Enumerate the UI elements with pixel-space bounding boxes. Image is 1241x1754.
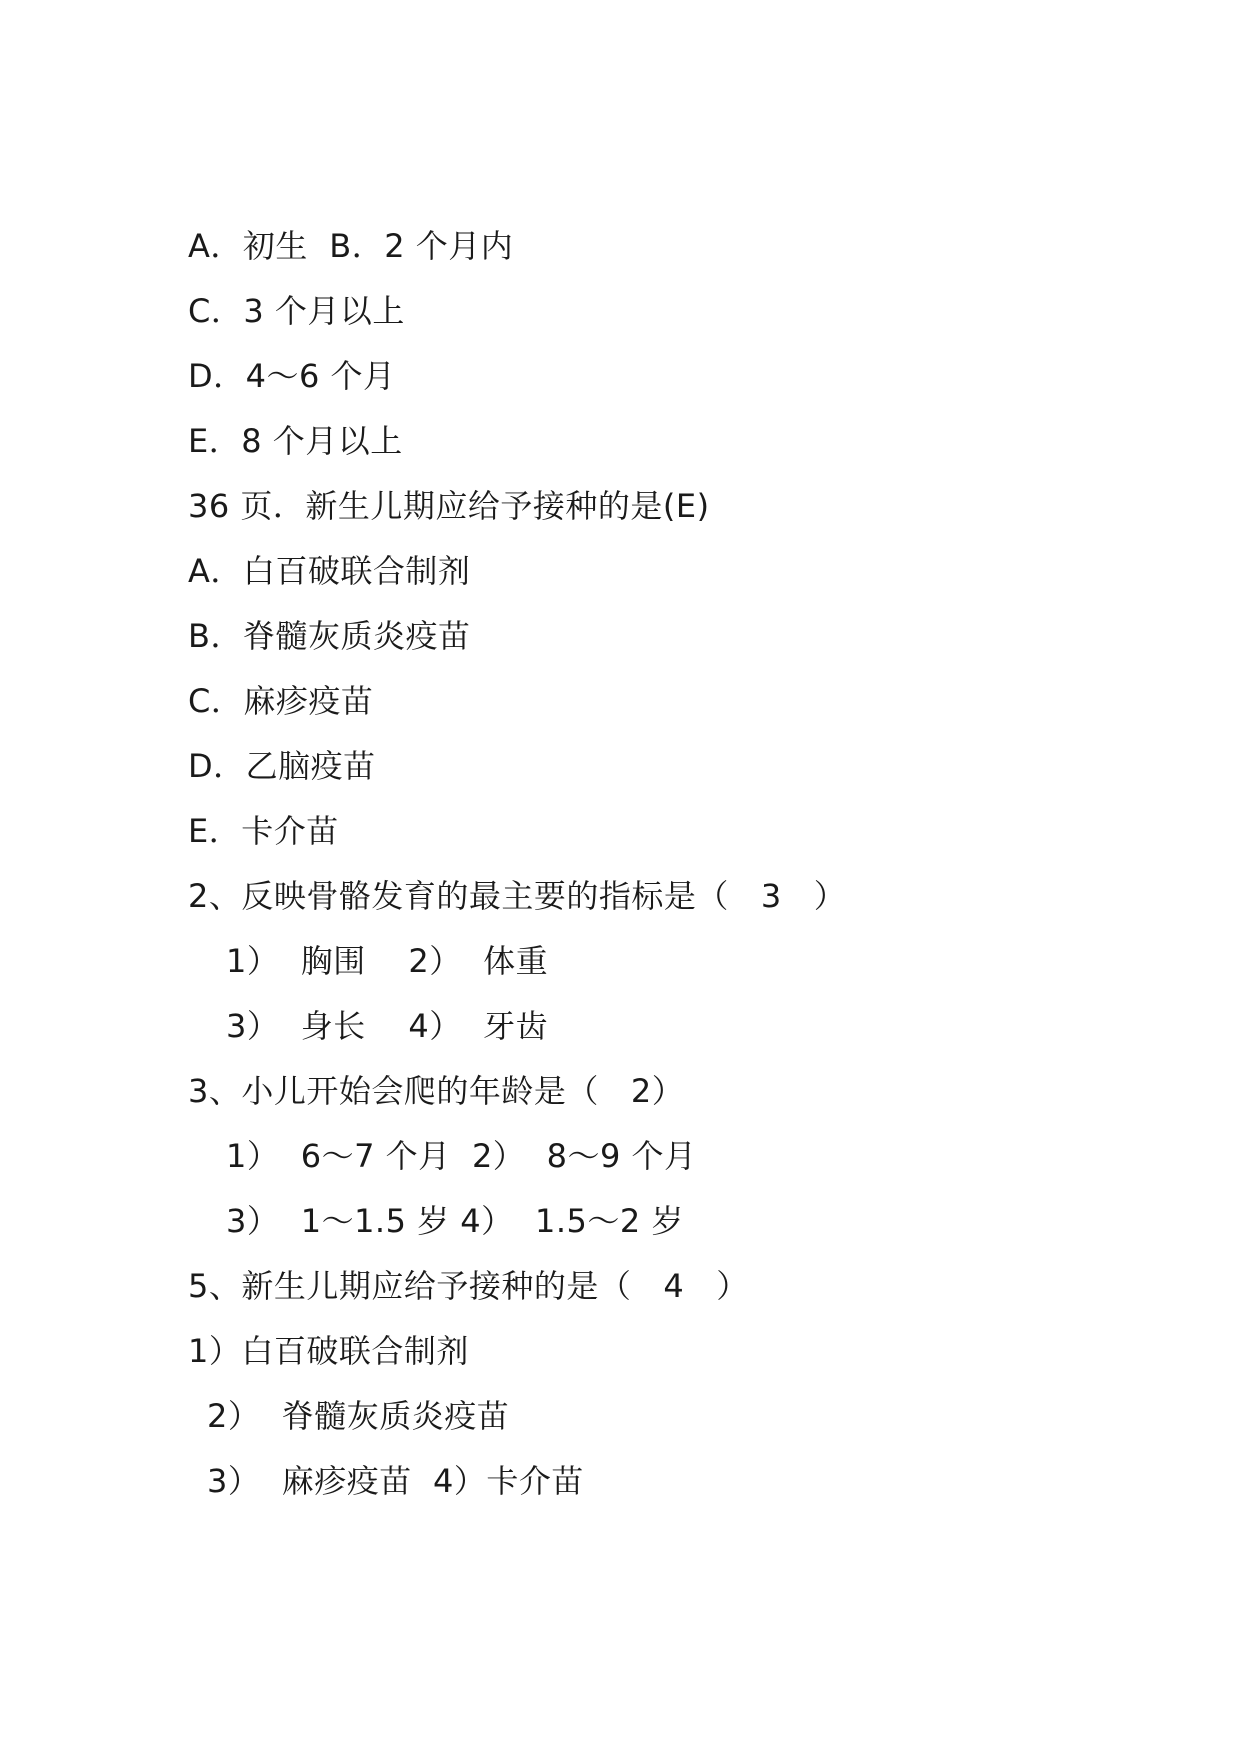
option-a-vaccine: A．白百破联合制剂 bbox=[188, 552, 471, 590]
option-b-vaccine: B．脊髓灰质炎疫苗 bbox=[188, 617, 471, 655]
question-newborn-vaccine: 36 页．新生儿期应给予接种的是(E) bbox=[188, 487, 710, 525]
option-a-age: A．初生 B．2 个月内 bbox=[188, 227, 514, 265]
question-3-options-row-1: 1） 6～7 个月 2） 8～9 个月 bbox=[226, 1137, 697, 1175]
option-d-age: D．4～6 个月 bbox=[188, 357, 396, 395]
question-5-newborn-vaccine: 5、新生儿期应给予接种的是（ 4 ） bbox=[188, 1267, 749, 1305]
option-c-vaccine: C．麻疹疫苗 bbox=[188, 682, 374, 720]
question-2-options-row-1: 1） 胸围 2） 体重 bbox=[226, 942, 549, 980]
question-3-crawling-age: 3、小儿开始会爬的年龄是（ 2） bbox=[188, 1072, 685, 1110]
question-3-options-row-2: 3） 1～1.5 岁 4） 1.5～2 岁 bbox=[226, 1202, 684, 1240]
option-d-vaccine: D．乙脑疫苗 bbox=[188, 747, 376, 785]
option-e-vaccine: E．卡介苗 bbox=[188, 812, 339, 850]
question-2-options-row-2: 3） 身长 4） 牙齿 bbox=[226, 1007, 549, 1045]
question-5-options-3-4: 3） 麻疹疫苗 4）卡介苗 bbox=[207, 1462, 584, 1500]
question-2-bone-development: 2、反映骨骼发育的最主要的指标是（ 3 ） bbox=[188, 877, 847, 915]
option-e-age: E．8 个月以上 bbox=[188, 422, 403, 460]
question-5-option-1: 1）白百破联合制剂 bbox=[188, 1332, 469, 1370]
option-c-age: C．3 个月以上 bbox=[188, 292, 405, 330]
question-5-option-2: 2） 脊髓灰质炎疫苗 bbox=[207, 1397, 510, 1435]
